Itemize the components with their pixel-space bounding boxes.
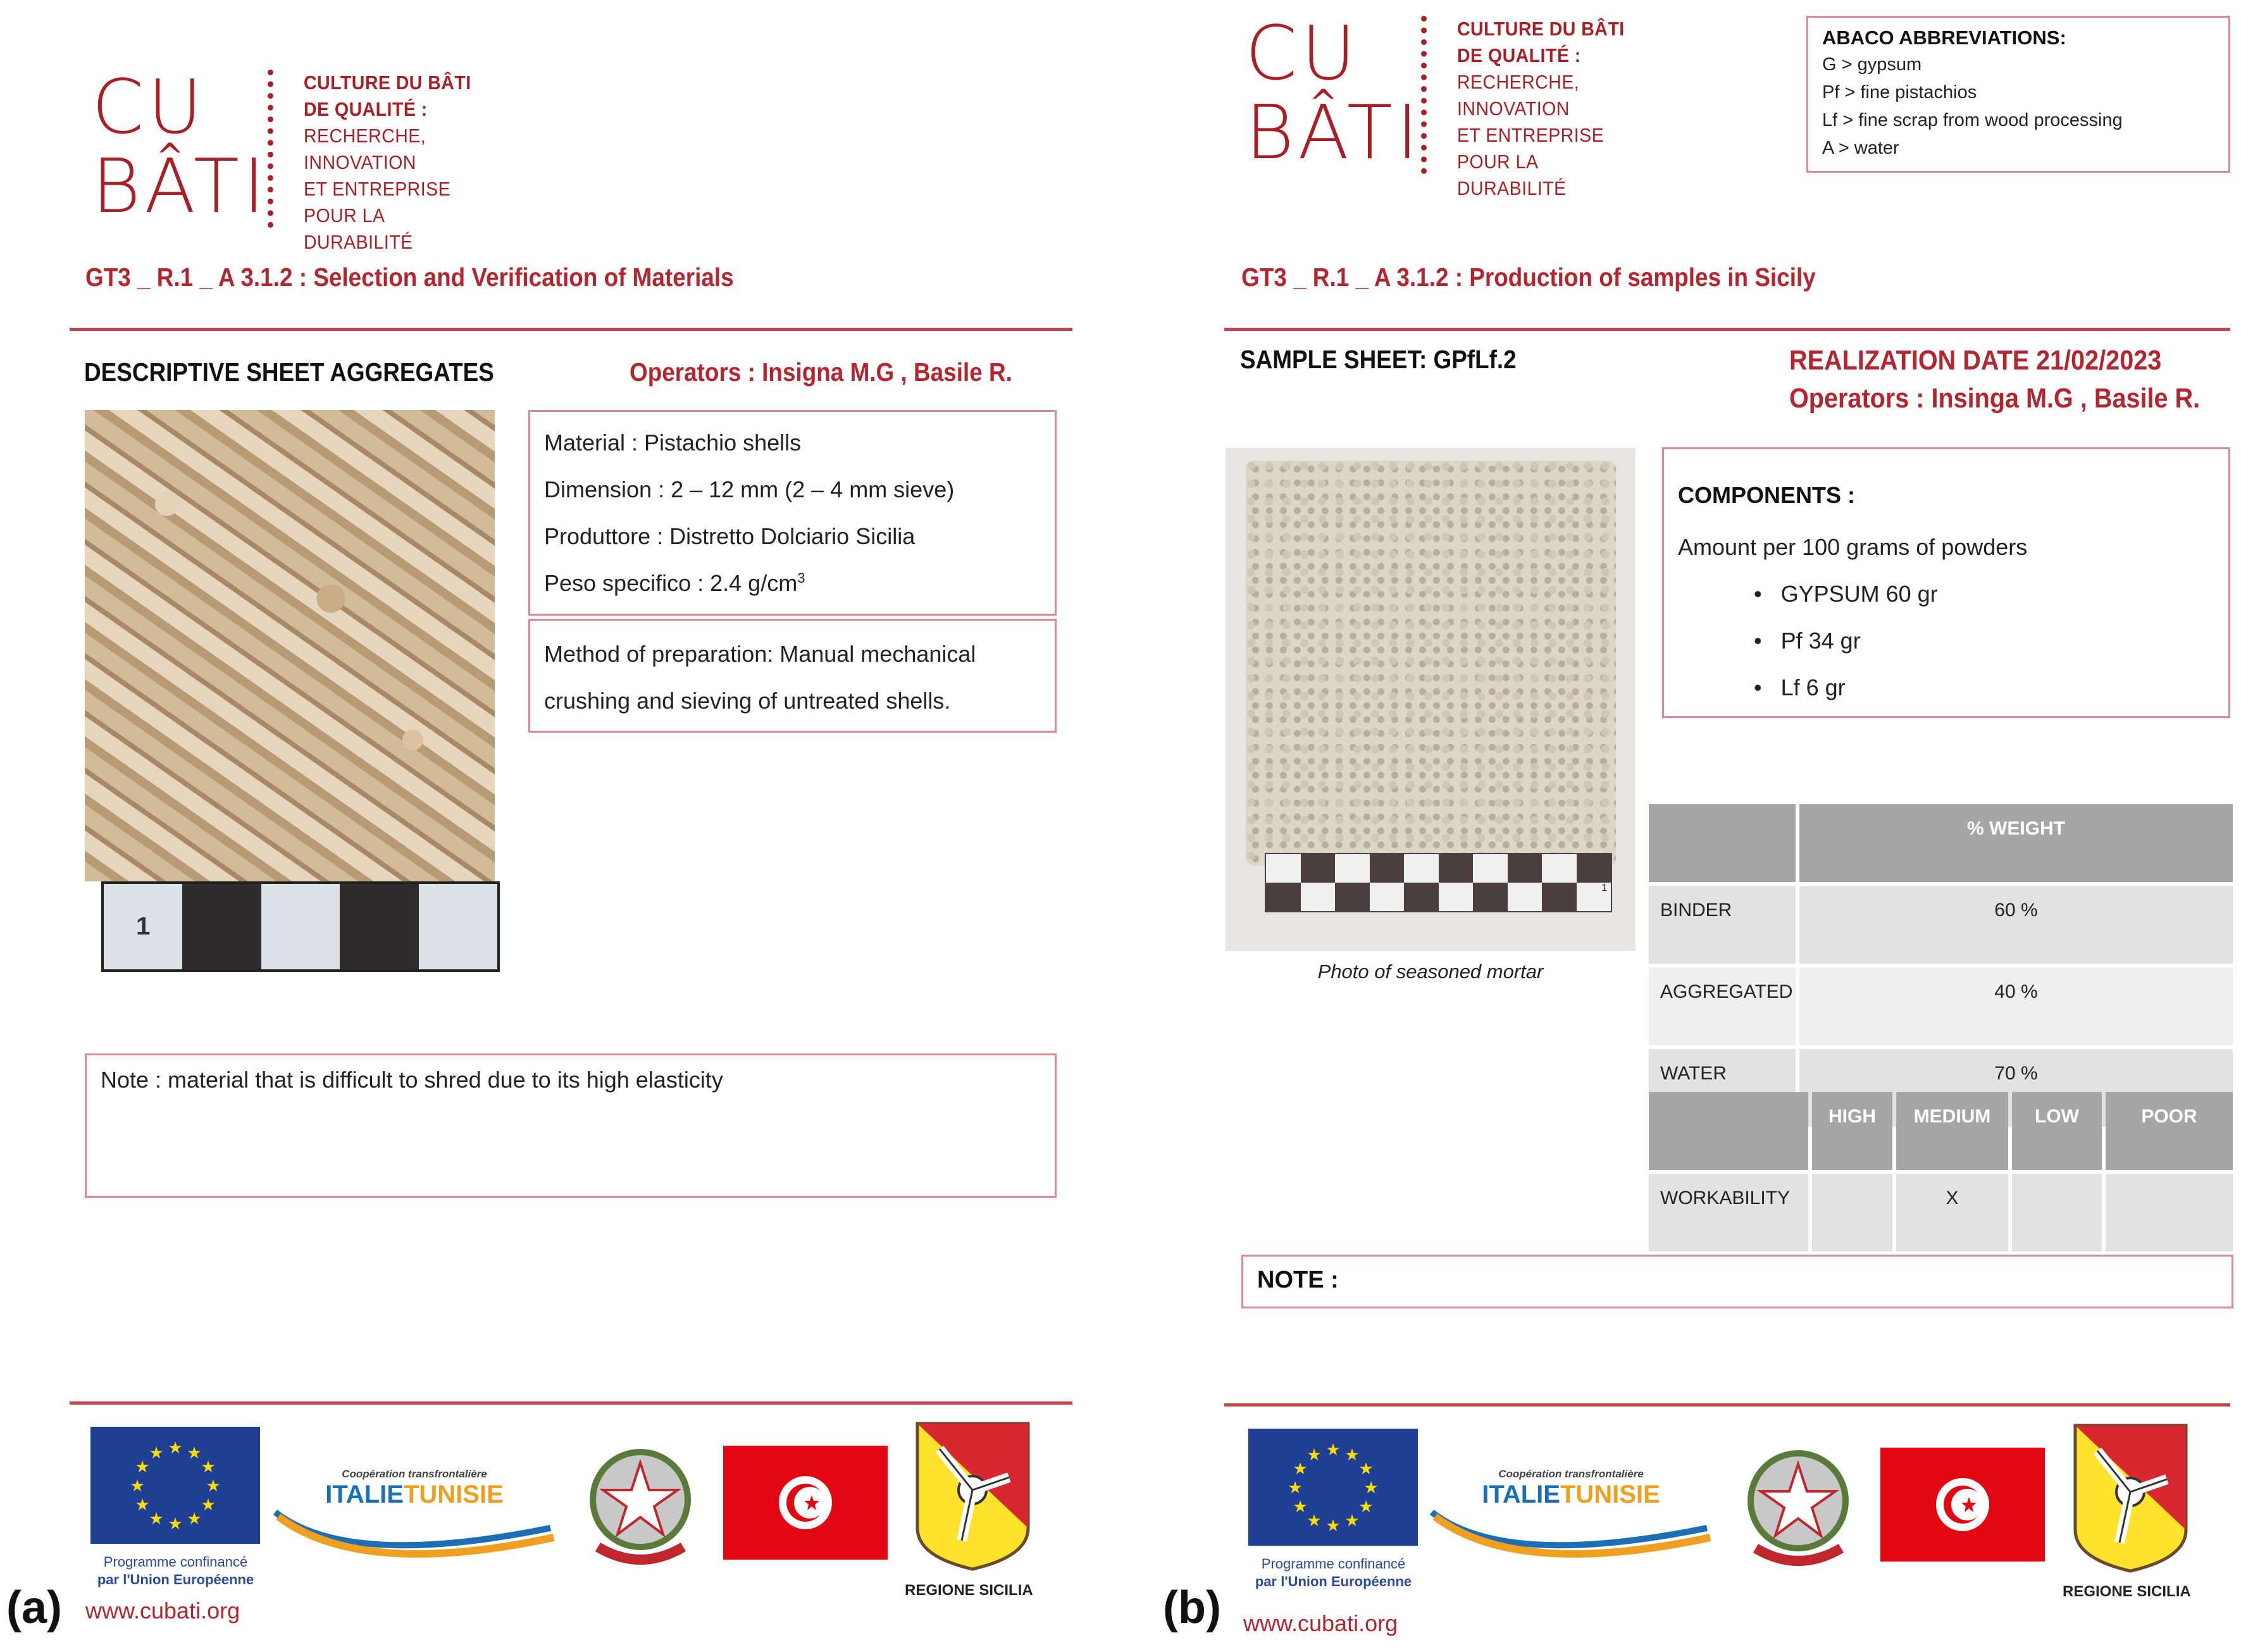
website-link[interactable]: www.cubati.org <box>85 1598 240 1624</box>
regione-sicilia-caption: REGIONE SICILIA <box>905 1582 1033 1599</box>
eu-flag-logo <box>90 1427 260 1544</box>
abbreviation-item: Pf > fine pistachios <box>1822 82 1977 102</box>
abbreviations-box <box>1806 16 2230 173</box>
component-item: • Lf 6 gr <box>1754 674 1846 700</box>
crescent-star-icon <box>1934 1476 1991 1533</box>
italian-emblem-logo <box>1737 1438 1860 1574</box>
svg-text:★: ★ <box>1288 1479 1303 1498</box>
sicily-region-logo <box>914 1420 1031 1572</box>
sheet-heading: DESCRIPTIVE SHEET AGGREGATES <box>84 357 494 387</box>
scale-number: 1 <box>104 884 182 969</box>
abbreviation-item: G > gypsum <box>1822 54 1922 75</box>
logo-divider <box>268 70 273 228</box>
logo-divider <box>1421 16 1427 174</box>
mortar-photo <box>1226 448 1636 951</box>
column-header-medium: MEDIUM <box>1896 1092 2008 1170</box>
header-divider <box>1224 328 2230 331</box>
photo-scale-bar: 1 <box>1265 853 1612 912</box>
table-row: AGGREGATED 40 % <box>1649 967 2233 1045</box>
abbreviation-item: A > water <box>1822 138 1899 158</box>
table-header-row <box>1649 804 2233 882</box>
note-box <box>1241 1255 2233 1308</box>
swoosh-icon <box>1429 1509 1713 1566</box>
svg-text:★: ★ <box>135 1458 150 1477</box>
svg-text:★: ★ <box>187 1444 202 1463</box>
note-label: NOTE : <box>1257 1267 1339 1293</box>
sheet-title: GT3 _ R.1 _ A 3.1.2 : Production of samples in Sicily <box>1241 263 1816 292</box>
crescent-star-icon <box>777 1474 834 1531</box>
material-properties-box <box>528 410 1057 616</box>
note-box <box>85 1053 1057 1198</box>
svg-text:★: ★ <box>168 1439 183 1458</box>
svg-text:★: ★ <box>168 1515 183 1534</box>
header-divider <box>70 328 1072 331</box>
cubati-logo <box>92 63 497 253</box>
logo-tagline: CULTURE DU BÂTI DE QUALITÉ : RECHERCHE, INNOVATION ET ENTREPRISE POUR LA DURABILITÉ <box>1457 18 1625 199</box>
svg-text:★: ★ <box>149 1510 164 1529</box>
svg-text:★: ★ <box>1325 1441 1341 1460</box>
note-text: Note : material that is difficult to shred due to its high elasticity <box>101 1067 723 1093</box>
sample-sheet-heading: SAMPLE SHEET: GPfLf.2 <box>1240 345 1517 374</box>
component-item: • GYPSUM 60 gr <box>1754 581 1938 607</box>
eu-caption: Programme confinancé par l'Union Européenne <box>1255 1556 1412 1589</box>
panel-label-a: (a) <box>6 1582 62 1633</box>
italie-tunisie-logo: Coopération transfrontalière ITALIETUNISIE <box>272 1468 557 1569</box>
method-line-2: crushing and sieving of untreated shells. <box>544 688 951 714</box>
property-producer: Produttore : Distretto Dolciario Sicilia <box>544 523 916 549</box>
operators: Operators : Insinga M.G , Basile R. <box>1789 383 2201 414</box>
svg-text:★: ★ <box>149 1444 164 1463</box>
logo-mark-bottom: BÂTI <box>92 142 269 230</box>
italian-emblem-icon <box>1737 1438 1860 1574</box>
component-item: • Pf 34 gr <box>1754 628 1861 654</box>
logo-tagline: CULTURE DU BÂTI DE QUALITÉ : RECHERCHE, INNOVATION ET ENTREPRISE POUR LA DURABILITÉ <box>304 71 471 253</box>
property-material: Material : Pistachio shells <box>544 430 802 456</box>
components-title: COMPONENTS : <box>1678 482 1856 508</box>
svg-text:★: ★ <box>187 1510 202 1529</box>
svg-text:★: ★ <box>1363 1479 1379 1498</box>
regione-sicilia-caption: REGIONE SICILIA <box>2063 1583 2191 1600</box>
italian-emblem-logo <box>579 1436 702 1572</box>
workability-table <box>1645 1088 2237 1255</box>
column-header-weight: % WEIGHT <box>1799 804 2233 882</box>
svg-text:★: ★ <box>1325 1517 1341 1536</box>
footer-divider <box>70 1401 1072 1405</box>
footer-divider <box>1224 1403 2230 1407</box>
tunisia-flag-logo <box>723 1446 888 1560</box>
table-header-row <box>1649 1092 2233 1170</box>
sheet-title: GT3 _ R.1 _ A 3.1.2 : Selection and Verification of Materials <box>85 263 734 292</box>
components-box <box>1662 447 2230 718</box>
sicily-region-logo <box>2072 1422 2189 1574</box>
photo-scale-bar <box>101 881 500 972</box>
swoosh-icon <box>272 1509 557 1566</box>
svg-text:★: ★ <box>1307 1512 1322 1531</box>
svg-text:★: ★ <box>201 1496 216 1515</box>
mortar-sample <box>1246 461 1616 866</box>
svg-text:★: ★ <box>130 1477 145 1496</box>
cubati-logo <box>1245 9 1650 199</box>
website-link[interactable]: www.cubati.org <box>1243 1610 1398 1636</box>
column-header-poor: POOR <box>2106 1092 2233 1170</box>
svg-text:★: ★ <box>1358 1460 1374 1479</box>
italie-tunisie-logo: Coopération transfrontalière ITALIETUNISIE <box>1429 1468 1713 1569</box>
eu-stars-icon <box>1248 1429 1418 1546</box>
logo-mark-bottom: BÂTI <box>1245 89 1422 176</box>
svg-text:★: ★ <box>1293 1460 1308 1479</box>
svg-text:★: ★ <box>201 1458 216 1477</box>
eu-stars-icon <box>90 1427 260 1544</box>
preparation-method-box <box>528 619 1057 733</box>
tunisia-flag-logo <box>1880 1448 2045 1562</box>
abbreviation-item: Lf > fine scrap from wood processing <box>1822 110 2123 130</box>
table-row: WATER 70 % <box>1649 1049 2233 1127</box>
trinacria-shield-icon <box>2072 1422 2189 1574</box>
eu-flag-logo <box>1248 1429 1418 1546</box>
components-subtitle: Amount per 100 grams of powders <box>1678 534 2028 560</box>
method-line-1: Method of preparation: Manual mechanical <box>544 641 976 667</box>
pistachio-shells-photo <box>85 410 495 881</box>
panel-label-b: (b) <box>1163 1582 1221 1633</box>
abbreviations-title: ABACO ABBREVIATIONS: <box>1822 27 2066 49</box>
operators: Operators : Insigna M.G , Basile R. <box>630 357 1012 387</box>
photo-caption: Photo of seasoned mortar <box>1317 960 1544 983</box>
svg-text:★: ★ <box>1307 1446 1322 1465</box>
logo-mark-top: CU <box>1245 9 1360 97</box>
table-row: WORKABILITY X <box>1649 1174 2233 1251</box>
logo-mark-top: CU <box>92 63 206 151</box>
italian-emblem-icon <box>579 1436 702 1572</box>
property-specific-weight: Peso specifico : 2.4 $g/cm^3$ <box>544 570 805 596</box>
realization-date: REALIZATION DATE 21/02/2023 <box>1789 345 2162 376</box>
column-header-high: HIGH <box>1812 1092 1892 1170</box>
property-dimension: Dimension : 2 – 12 mm (2 – 4 mm sieve) <box>544 476 955 502</box>
svg-text:★: ★ <box>1293 1498 1308 1517</box>
svg-text:★: ★ <box>1344 1512 1360 1531</box>
svg-text:★: ★ <box>206 1477 221 1496</box>
column-header-low: LOW <box>2012 1092 2102 1170</box>
trinacria-shield-icon <box>914 1420 1031 1572</box>
weight-table <box>1645 800 2237 1131</box>
svg-text:★: ★ <box>135 1496 150 1515</box>
table-row: BINDER 60 % <box>1649 886 2233 964</box>
svg-text:★: ★ <box>1358 1498 1374 1517</box>
svg-text:★: ★ <box>1344 1446 1360 1465</box>
eu-caption: Programme confinancé par l'Union Européenne <box>97 1554 254 1587</box>
